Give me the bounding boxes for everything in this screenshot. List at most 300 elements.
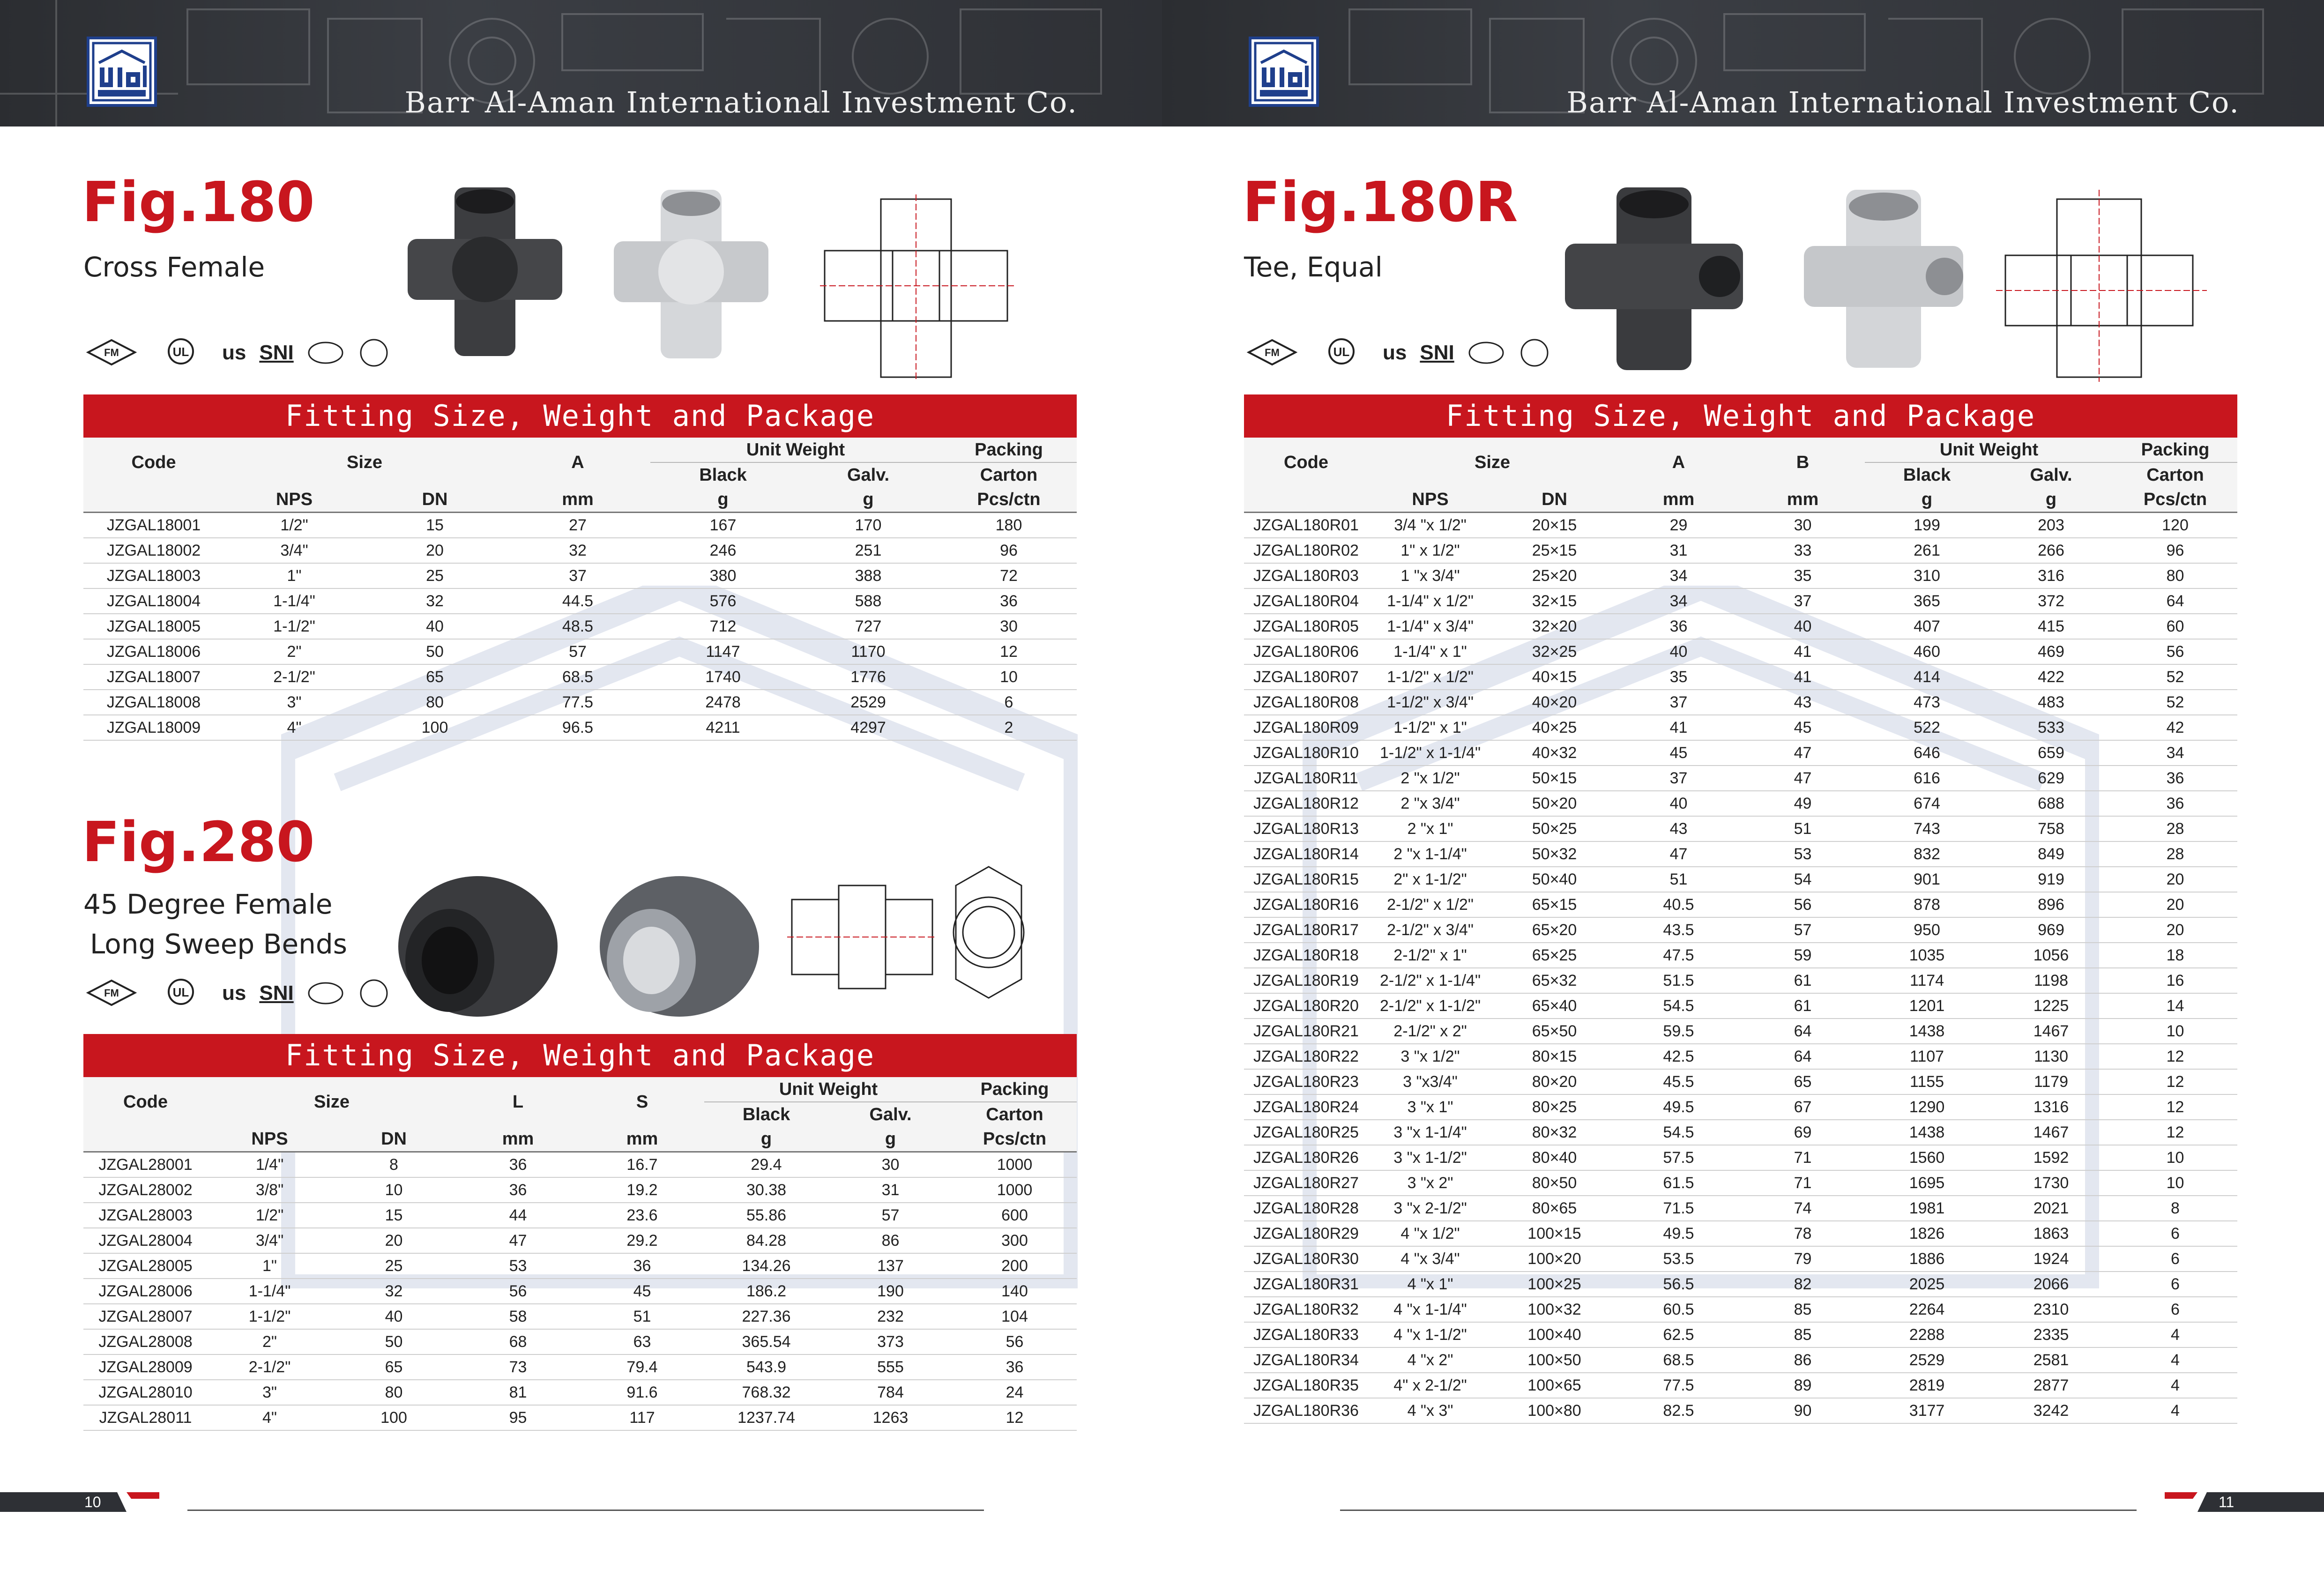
- table-cell: 20×15: [1492, 513, 1616, 538]
- table-cell: 100×40: [1492, 1322, 1616, 1347]
- table-cell: JZGAL180R28: [1244, 1196, 1368, 1221]
- table-cell: 6: [941, 690, 1077, 715]
- table-cell: JZGAL18001: [83, 513, 224, 538]
- table-row: [1244, 993, 2237, 1019]
- table-cell: 36: [2113, 766, 2237, 791]
- table-cell: 54.5: [1616, 993, 1741, 1019]
- sni-icon: SNI: [1420, 341, 1454, 364]
- col-galv-unit: g: [796, 487, 941, 513]
- col-black-unit: g: [1865, 487, 1989, 513]
- table-cell: 34: [2113, 740, 2237, 766]
- table-cell: 2529: [1865, 1347, 1989, 1373]
- table-cell: 1886: [1865, 1246, 1989, 1272]
- table-cell: 49.5: [1616, 1094, 1741, 1120]
- page-number: 11: [2219, 1494, 2235, 1510]
- table-row: [1244, 588, 2237, 614]
- table-cell: 1237.74: [704, 1405, 828, 1430]
- table-cell: JZGAL180R05: [1244, 614, 1368, 639]
- svg-text:UL: UL: [172, 985, 189, 999]
- table-cell: 65: [365, 664, 505, 690]
- table-cell: 32: [505, 538, 650, 563]
- table-cell: 4: [2113, 1373, 2237, 1398]
- table-cell: 32: [365, 588, 505, 614]
- table-cell: 784: [828, 1380, 953, 1405]
- table-cell: 37: [505, 563, 650, 588]
- table-cell: 6: [2113, 1246, 2237, 1272]
- table-cell: JZGAL180R23: [1244, 1069, 1368, 1094]
- col-s: S: [580, 1077, 704, 1127]
- cross-black-photo: [403, 183, 567, 361]
- table-cell: 52: [2113, 690, 2237, 715]
- table-cell: JZGAL28008: [83, 1329, 208, 1354]
- table-cell: 31: [1616, 538, 1741, 563]
- table-cell: 1740: [650, 664, 796, 690]
- table-cell: 1": [224, 563, 365, 588]
- table-row: [83, 538, 1077, 563]
- table-cell: JZGAL28005: [83, 1253, 208, 1279]
- table-cell: 50×15: [1492, 766, 1616, 791]
- table-cell: 901: [1865, 867, 1989, 892]
- table-cell: 1-1/4" x 1/2": [1368, 588, 1492, 614]
- table-cell: 55.86: [704, 1203, 828, 1228]
- table-cell: 49.5: [1616, 1221, 1741, 1246]
- table-cell: 1": [208, 1253, 332, 1279]
- table-cell: 25: [365, 563, 505, 588]
- certification-logos: [83, 330, 390, 375]
- table-cell: 1-1/2": [208, 1304, 332, 1329]
- table-cell: 60.5: [1616, 1297, 1741, 1322]
- col-packing: Packing: [953, 1077, 1077, 1102]
- col-galv-unit: g: [828, 1127, 953, 1152]
- table-cell: 1316: [1989, 1094, 2113, 1120]
- page-number-tab: [0, 1492, 159, 1512]
- table-cell: 100×65: [1492, 1373, 1616, 1398]
- table-cell: JZGAL180R17: [1244, 917, 1368, 943]
- col-nps: NPS: [224, 487, 365, 513]
- table-row: [1244, 1322, 2237, 1347]
- col-nps: NPS: [208, 1127, 332, 1152]
- table-cell: 59.5: [1616, 1019, 1741, 1044]
- table-cell: 96: [941, 538, 1077, 563]
- table-cell: 25×15: [1492, 538, 1616, 563]
- cross-galvanized-photo: [609, 185, 773, 363]
- table-cell: JZGAL28003: [83, 1203, 208, 1228]
- nipple-technical-drawing: [787, 857, 1059, 1007]
- ul-listed-icon: [1313, 336, 1370, 369]
- table-row: [1244, 1221, 2237, 1246]
- table-cell: 37: [1616, 766, 1741, 791]
- table-cell: 65×40: [1492, 993, 1616, 1019]
- table-cell: JZGAL180R25: [1244, 1120, 1368, 1145]
- table-cell: 4 "x 3/4": [1368, 1246, 1492, 1272]
- col-b-unit: mm: [1741, 487, 1865, 513]
- table-cell: 29: [1616, 513, 1741, 538]
- col-l-unit: mm: [456, 1127, 580, 1152]
- table-cell: 12: [2113, 1069, 2237, 1094]
- table-cell: 832: [1865, 841, 1989, 867]
- table-cell: JZGAL28009: [83, 1354, 208, 1380]
- table-cell: 60: [2113, 614, 2237, 639]
- table-cell: 473: [1865, 690, 1989, 715]
- table-cell: 768.32: [704, 1380, 828, 1405]
- table-cell: 56: [953, 1329, 1077, 1354]
- table-row: [83, 715, 1077, 740]
- table-cell: 1695: [1865, 1170, 1989, 1196]
- table-cell: 137: [828, 1253, 953, 1279]
- table-cell: 12: [953, 1405, 1077, 1430]
- col-carton: Carton: [2113, 462, 2237, 487]
- table-cell: 61: [1741, 993, 1865, 1019]
- col-galv-unit: g: [1989, 487, 2113, 513]
- table-cell: 47: [1741, 766, 1865, 791]
- table-cell: 37: [1616, 690, 1741, 715]
- col-carton: Carton: [953, 1102, 1077, 1127]
- table-cell: 629: [1989, 766, 2113, 791]
- table-cell: 40: [1741, 614, 1865, 639]
- table-cell: JZGAL180R19: [1244, 968, 1368, 993]
- table-cell: JZGAL180R15: [1244, 867, 1368, 892]
- table-cell: JZGAL28002: [83, 1177, 208, 1203]
- table-cell: 1-1/2" x 1": [1368, 715, 1492, 740]
- table-cell: 80×20: [1492, 1069, 1616, 1094]
- table-cell: 57: [828, 1203, 953, 1228]
- table-cell: 100×15: [1492, 1221, 1616, 1246]
- table-cell: 365: [1865, 588, 1989, 614]
- col-carton-unit: Pcs/ctn: [953, 1127, 1077, 1152]
- table-row: [1244, 968, 2237, 993]
- table-row: [1244, 766, 2237, 791]
- table-cell: 1981: [1865, 1196, 1989, 1221]
- col-nps: NPS: [1368, 487, 1492, 513]
- table-cell: 33: [1741, 538, 1865, 563]
- page-number: 10: [84, 1494, 101, 1510]
- table-cell: 969: [1989, 917, 2113, 943]
- table-cell: JZGAL180R21: [1244, 1019, 1368, 1044]
- table-cell: 54: [1741, 867, 1865, 892]
- table-cell: 51: [1616, 867, 1741, 892]
- table-row: [1244, 1120, 2237, 1145]
- table-cell: 232: [828, 1304, 953, 1329]
- fig280-table-title: Fitting Size, Weight and Package: [83, 1034, 1077, 1077]
- table-cell: 2": [224, 639, 365, 664]
- table-cell: 310: [1865, 563, 1989, 588]
- table-cell: JZGAL18006: [83, 639, 224, 664]
- table-cell: 71: [1741, 1145, 1865, 1170]
- table-cell: 1263: [828, 1405, 953, 1430]
- table-cell: JZGAL180R26: [1244, 1145, 1368, 1170]
- table-cell: JZGAL28006: [83, 1279, 208, 1304]
- table-cell: 86: [1741, 1347, 1865, 1373]
- table-cell: 8: [2113, 1196, 2237, 1221]
- sni-icon: SNI: [259, 341, 294, 364]
- table-cell: 1170: [796, 639, 941, 664]
- table-row: [1244, 1069, 2237, 1094]
- table-cell: 227.36: [704, 1304, 828, 1329]
- table-cell: 45: [580, 1279, 704, 1304]
- table-cell: 18: [2113, 943, 2237, 968]
- table-cell: 3242: [1989, 1398, 2113, 1423]
- table-cell: 2": [208, 1329, 332, 1354]
- table-cell: 3/8": [208, 1177, 332, 1203]
- table-row: [1244, 1398, 2237, 1423]
- table-cell: 16.7: [580, 1152, 704, 1178]
- ce-mark-icon: us: [222, 981, 246, 1004]
- table-cell: 2-1/2" x 1/2": [1368, 892, 1492, 917]
- table-cell: 49: [1741, 791, 1865, 816]
- table-cell: 388: [796, 563, 941, 588]
- table-cell: 48.5: [505, 614, 650, 639]
- table-cell: 15: [365, 513, 505, 538]
- table-cell: 616: [1865, 766, 1989, 791]
- table-cell: 78: [1741, 1221, 1865, 1246]
- table-cell: 1" x 1/2": [1368, 538, 1492, 563]
- table-cell: 80×40: [1492, 1145, 1616, 1170]
- table-cell: 3 "x3/4": [1368, 1069, 1492, 1094]
- table-cell: JZGAL180R27: [1244, 1170, 1368, 1196]
- table-cell: 62.5: [1616, 1322, 1741, 1347]
- table-cell: 31: [828, 1177, 953, 1203]
- table-cell: 65×50: [1492, 1019, 1616, 1044]
- tse-icon: [1467, 339, 1505, 367]
- table-cell: 1174: [1865, 968, 1989, 993]
- table-cell: 4 "x 1-1/4": [1368, 1297, 1492, 1322]
- table-cell: 186.2: [704, 1279, 828, 1304]
- table-cell: 15: [332, 1203, 456, 1228]
- table-cell: 50: [365, 639, 505, 664]
- table-cell: 43.5: [1616, 917, 1741, 943]
- table-cell: 56: [1741, 892, 1865, 917]
- table-cell: 4": [224, 715, 365, 740]
- table-cell: 28: [2113, 816, 2237, 841]
- table-cell: 100×20: [1492, 1246, 1616, 1272]
- table-row: [1244, 1373, 2237, 1398]
- table-cell: 1056: [1989, 943, 2113, 968]
- col-black: Black: [1865, 462, 1989, 487]
- table-row: [1244, 715, 2237, 740]
- table-row: [1244, 892, 2237, 917]
- table-cell: 2-1/2" x 1-1/2": [1368, 993, 1492, 1019]
- table-cell: JZGAL180R12: [1244, 791, 1368, 816]
- table-row: [83, 1253, 1077, 1279]
- table-cell: 140: [953, 1279, 1077, 1304]
- table-cell: 1000: [953, 1177, 1077, 1203]
- table-cell: 36: [580, 1253, 704, 1279]
- nipple-black-photo: [384, 853, 572, 1040]
- fig180-title: Fig.180: [82, 170, 315, 234]
- table-cell: 10: [941, 664, 1077, 690]
- table-cell: 1-1/4": [224, 588, 365, 614]
- table-cell: 167: [650, 513, 796, 538]
- table-cell: 44.5: [505, 588, 650, 614]
- table-cell: JZGAL180R29: [1244, 1221, 1368, 1246]
- table-cell: 1776: [796, 664, 941, 690]
- table-cell: 36: [1616, 614, 1741, 639]
- table-cell: 1201: [1865, 993, 1989, 1019]
- table-cell: 51: [1741, 816, 1865, 841]
- table-row: [1244, 513, 2237, 538]
- svg-text:FM: FM: [104, 346, 119, 358]
- table-cell: JZGAL180R34: [1244, 1347, 1368, 1373]
- table-cell: 646: [1865, 740, 1989, 766]
- col-carton-unit: Pcs/ctn: [2113, 487, 2237, 513]
- table-row: [1244, 563, 2237, 588]
- table-cell: 65×20: [1492, 917, 1616, 943]
- table-cell: JZGAL180R14: [1244, 841, 1368, 867]
- table-cell: 24: [953, 1380, 1077, 1405]
- table-cell: 190: [828, 1279, 953, 1304]
- table-cell: 1 "x 3/4": [1368, 563, 1492, 588]
- table-cell: 261: [1865, 538, 1989, 563]
- table-cell: 68: [456, 1329, 580, 1354]
- table-cell: 42.5: [1616, 1044, 1741, 1069]
- col-b: B: [1741, 438, 1865, 487]
- table-cell: 743: [1865, 816, 1989, 841]
- table-cell: 3": [224, 690, 365, 715]
- table-cell: 1198: [1989, 968, 2113, 993]
- table-cell: 50×20: [1492, 791, 1616, 816]
- table-cell: 4: [2113, 1398, 2237, 1423]
- table-cell: 57.5: [1616, 1145, 1741, 1170]
- table-cell: JZGAL180R16: [1244, 892, 1368, 917]
- certification-logos: [83, 971, 390, 1015]
- table-row: [83, 664, 1077, 690]
- table-cell: 42: [2113, 715, 2237, 740]
- table-cell: 45: [1616, 740, 1741, 766]
- table-cell: 4 "x 1/2": [1368, 1221, 1492, 1246]
- table-cell: 12: [2113, 1044, 2237, 1069]
- table-cell: 674: [1865, 791, 1989, 816]
- table-row: [83, 614, 1077, 639]
- table-cell: 2: [941, 715, 1077, 740]
- table-row: [83, 1380, 1077, 1405]
- table-cell: 50: [332, 1329, 456, 1354]
- table-cell: 51: [580, 1304, 704, 1329]
- footer-rule: [1340, 1510, 2137, 1511]
- table-cell: 32: [332, 1279, 456, 1304]
- table-cell: 30: [941, 614, 1077, 639]
- table-cell: 950: [1865, 917, 1989, 943]
- table-cell: 2335: [1989, 1322, 2113, 1347]
- fig280-subtitle-1: 45 Degree Female: [83, 888, 333, 920]
- table-cell: 104: [953, 1304, 1077, 1329]
- col-unit-weight: Unit Weight: [1865, 438, 2113, 462]
- table-cell: 266: [1989, 538, 2113, 563]
- table-cell: 200: [953, 1253, 1077, 1279]
- table-cell: 61: [1741, 968, 1865, 993]
- table-cell: 3/4": [224, 538, 365, 563]
- table-cell: 14: [2113, 993, 2237, 1019]
- table-cell: 415: [1989, 614, 2113, 639]
- table-cell: 10: [332, 1177, 456, 1203]
- table-cell: 44: [456, 1203, 580, 1228]
- table-cell: 134.26: [704, 1253, 828, 1279]
- table-cell: 4: [2113, 1322, 2237, 1347]
- table-cell: 32×20: [1492, 614, 1616, 639]
- table-cell: 4 "x 3": [1368, 1398, 1492, 1423]
- table-row: [1244, 1196, 2237, 1221]
- table-cell: 4: [2113, 1347, 2237, 1373]
- table-cell: 30: [1741, 513, 1865, 538]
- nipple-galvanized-photo: [586, 853, 773, 1040]
- table-cell: 543.9: [704, 1354, 828, 1380]
- table-cell: 758: [1989, 816, 2113, 841]
- table-row: [83, 1228, 1077, 1253]
- table-cell: 36: [456, 1177, 580, 1203]
- table-cell: 56.5: [1616, 1272, 1741, 1297]
- reducing-cross-black-photo: [1560, 183, 1748, 375]
- table-cell: 1-1/2" x 3/4": [1368, 690, 1492, 715]
- cross-technical-drawing: [811, 194, 1035, 382]
- table-cell: 20: [332, 1228, 456, 1253]
- table-cell: 3": [208, 1380, 332, 1405]
- table-cell: 27: [505, 513, 650, 538]
- table-cell: 96: [2113, 538, 2237, 563]
- table-cell: 85: [1741, 1322, 1865, 1347]
- table-cell: 45: [1741, 715, 1865, 740]
- table-row: [1244, 1297, 2237, 1322]
- col-galv: Galv.: [1989, 462, 2113, 487]
- certification-logos: [1244, 330, 1551, 375]
- table-cell: 10: [2113, 1019, 2237, 1044]
- table-cell: 6: [2113, 1272, 2237, 1297]
- table-row: [83, 1405, 1077, 1430]
- table-cell: 1290: [1865, 1094, 1989, 1120]
- table-cell: 29.4: [704, 1152, 828, 1178]
- company-name: Barr Al-Aman International Investment Co.: [404, 85, 1078, 119]
- table-cell: 41: [1741, 639, 1865, 664]
- table-cell: 2-1/2": [208, 1354, 332, 1380]
- fig180-subtitle: Cross Female: [83, 251, 265, 283]
- table-cell: 65×25: [1492, 943, 1616, 968]
- table-cell: 80×65: [1492, 1196, 1616, 1221]
- table-cell: 53: [1741, 841, 1865, 867]
- table-cell: 414: [1865, 664, 1989, 690]
- table-cell: 64: [1741, 1044, 1865, 1069]
- table-cell: JZGAL180R30: [1244, 1246, 1368, 1272]
- table-row: [1244, 538, 2237, 563]
- table-cell: 36: [456, 1152, 580, 1178]
- col-carton: Carton: [941, 462, 1077, 487]
- table-cell: 1826: [1865, 1221, 1989, 1246]
- company-logo: [1249, 37, 1319, 107]
- table-cell: 36: [2113, 791, 2237, 816]
- col-a-unit: mm: [505, 487, 650, 513]
- table-cell: 40: [1616, 639, 1741, 664]
- table-cell: 1130: [1989, 1044, 2113, 1069]
- table-cell: JZGAL18008: [83, 690, 224, 715]
- table-cell: JZGAL180R04: [1244, 588, 1368, 614]
- table-cell: 77.5: [1616, 1373, 1741, 1398]
- table-cell: 43: [1616, 816, 1741, 841]
- page-number-tab: [2165, 1492, 2324, 1512]
- table-row: [83, 1279, 1077, 1304]
- sni-icon: SNI: [259, 981, 294, 1004]
- table-row: [83, 1354, 1077, 1380]
- table-cell: 2-1/2" x 3/4": [1368, 917, 1492, 943]
- table-cell: 61.5: [1616, 1170, 1741, 1196]
- table-row: [83, 1152, 1077, 1178]
- header-banner: [1162, 0, 2324, 126]
- table-cell: 1467: [1989, 1019, 2113, 1044]
- table-cell: 919: [1989, 867, 2113, 892]
- table-cell: 2-1/2": [224, 664, 365, 690]
- table-cell: 199: [1865, 513, 1989, 538]
- table-cell: 80: [365, 690, 505, 715]
- table-cell: JZGAL18007: [83, 664, 224, 690]
- table-cell: 2529: [796, 690, 941, 715]
- table-cell: 2066: [1989, 1272, 2113, 1297]
- table-cell: 86: [828, 1228, 953, 1253]
